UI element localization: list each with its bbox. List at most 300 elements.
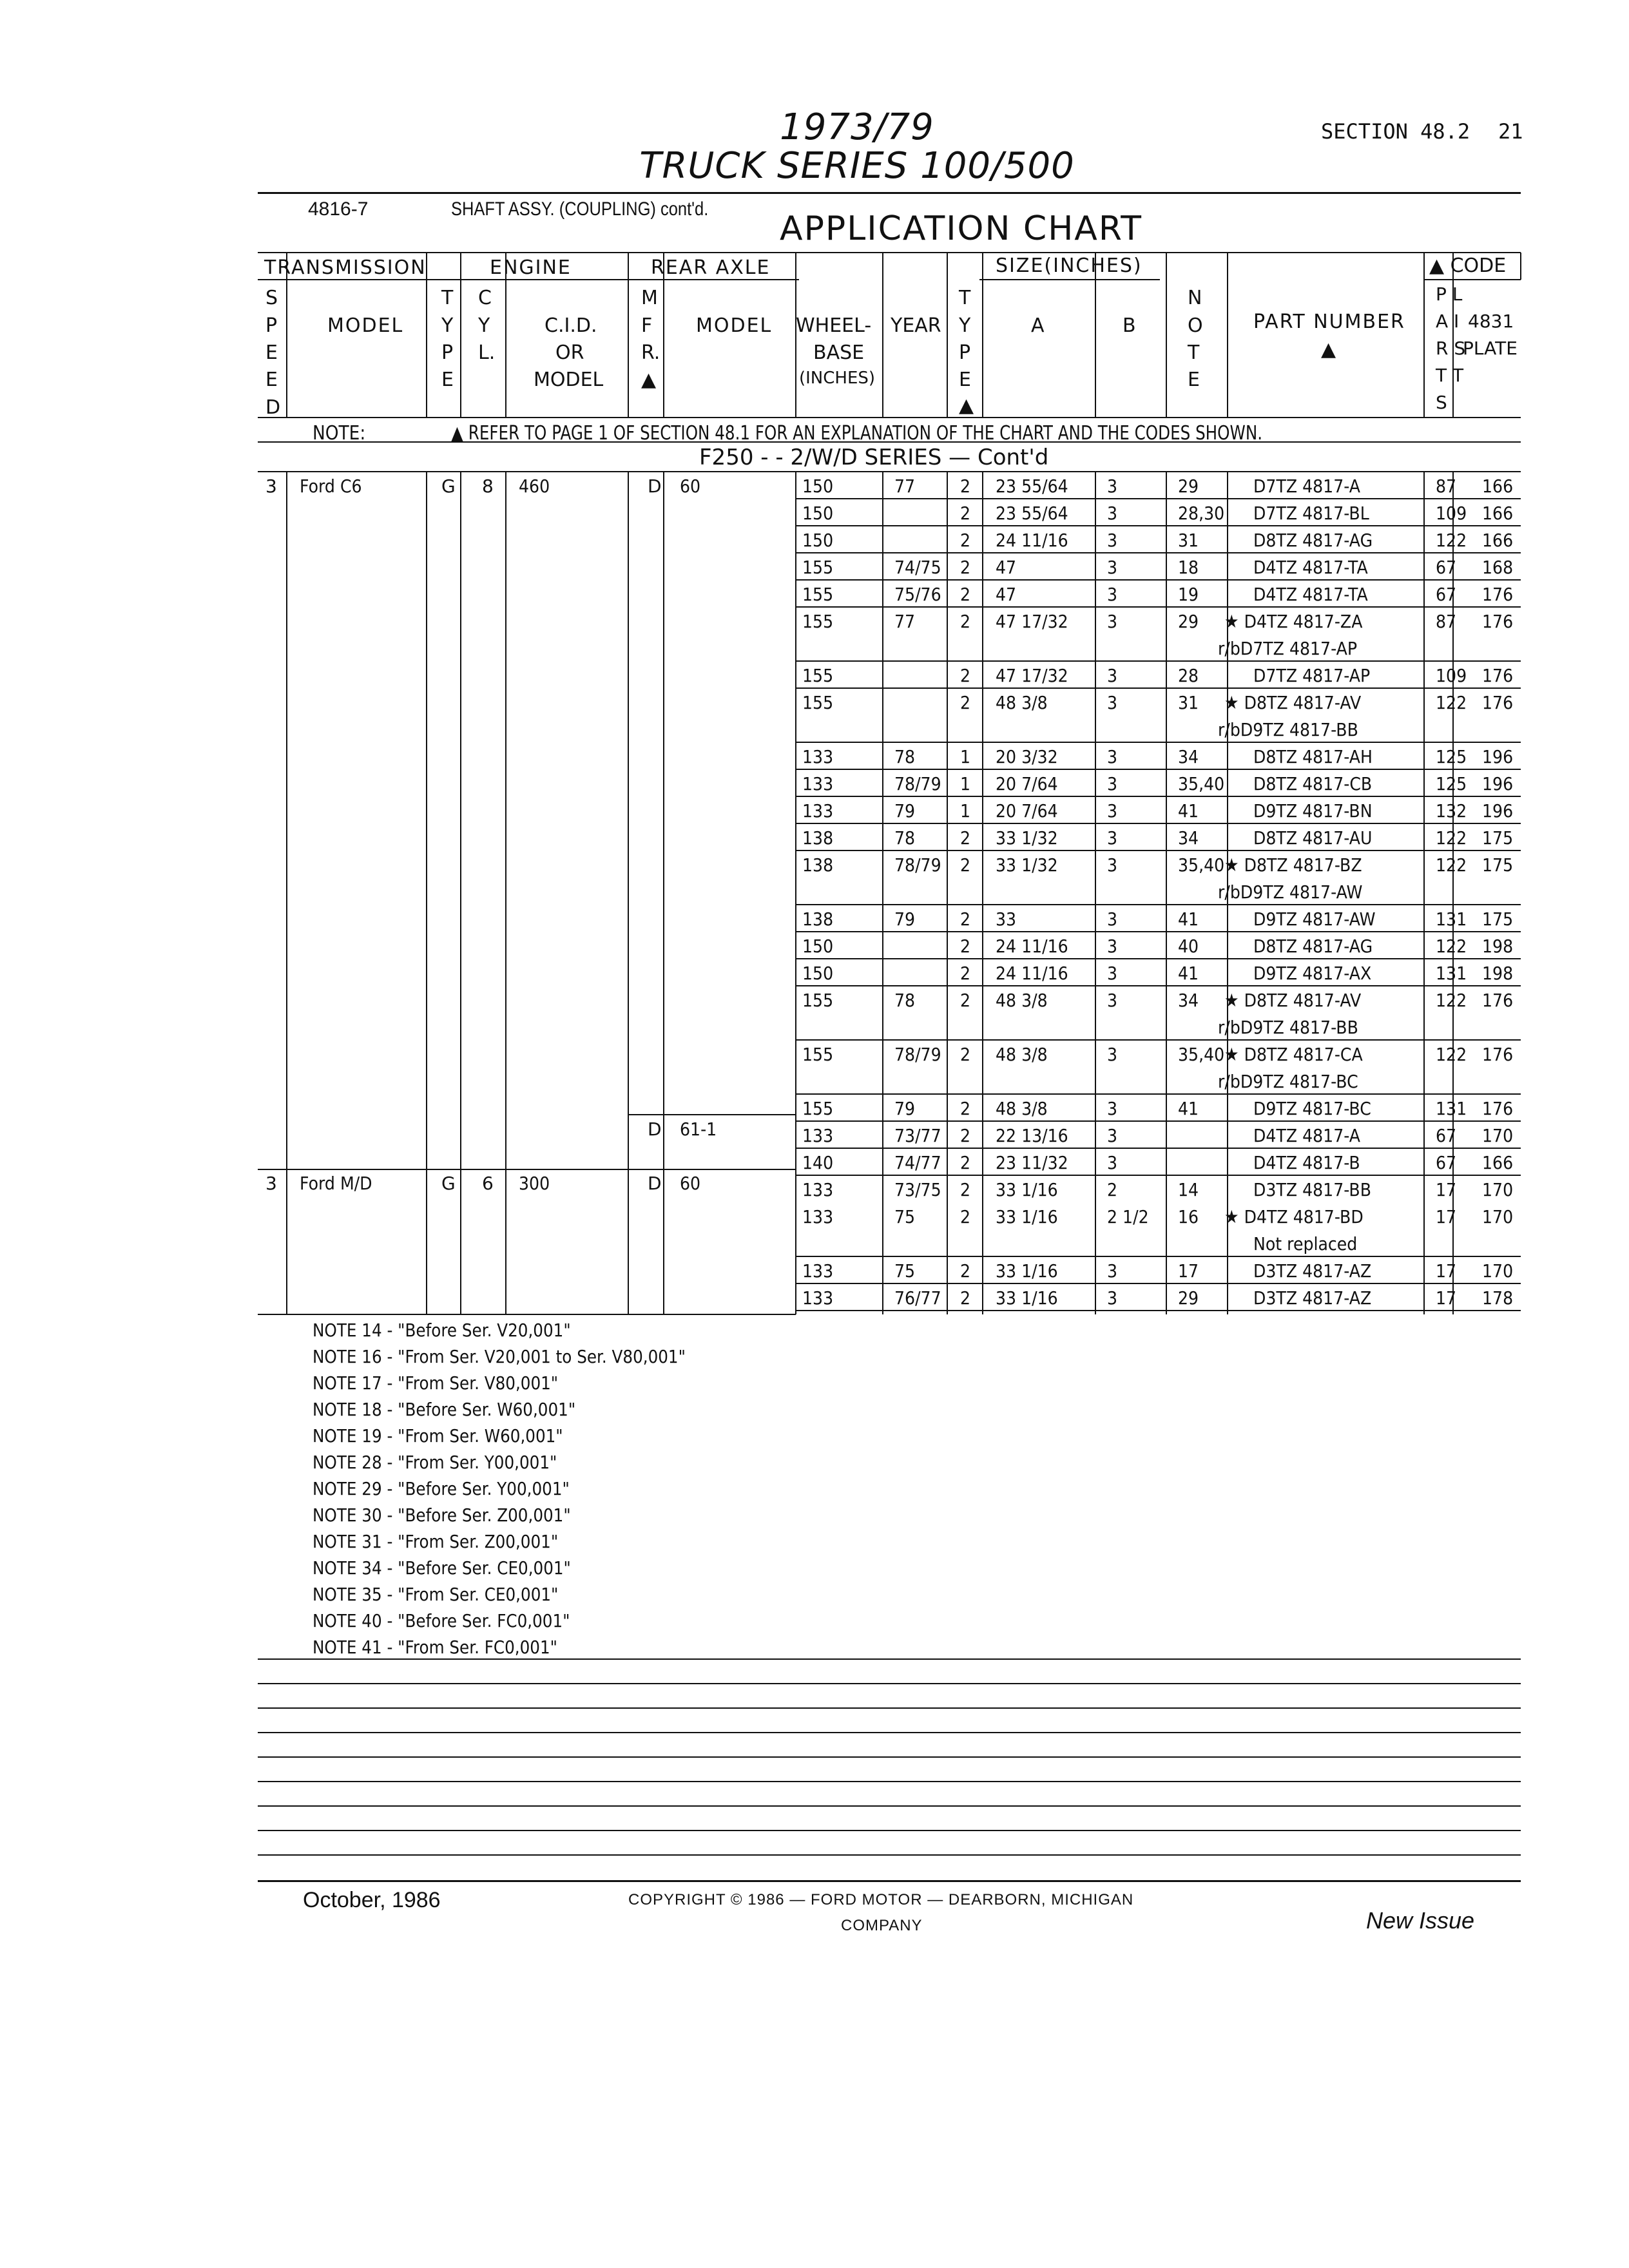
row-pa: 17	[1436, 1287, 1457, 1309]
row-type: 2	[960, 584, 971, 605]
row-part: D9TZ 4817-BN	[1253, 800, 1373, 822]
row-b: 3	[1107, 1152, 1118, 1173]
row-pa: 109	[1436, 665, 1467, 686]
row-pa: 17	[1436, 1179, 1457, 1200]
page-number: 21	[1498, 119, 1523, 144]
header-speed-s: S	[265, 287, 278, 309]
row-plate: 176	[1482, 1044, 1514, 1065]
row-wb: 150	[802, 476, 834, 497]
header-speed-e1: E	[265, 341, 278, 364]
row-wb: 133	[802, 746, 834, 767]
row-part: ★ D8TZ 4817-CA	[1224, 1044, 1363, 1065]
title-year-range: 1973/79	[780, 106, 934, 148]
group1-axle: 60	[680, 476, 701, 497]
row-note: 28,30	[1178, 503, 1225, 524]
row-year: 76/77	[894, 1287, 941, 1309]
row-plate: 196	[1482, 746, 1514, 767]
row-part: D7TZ 4817-AP	[1253, 665, 1371, 686]
group3-mfr: D	[648, 1173, 662, 1194]
row-a: 47	[996, 584, 1017, 605]
row-year: 74/75	[894, 557, 941, 578]
header-size-a: A	[1031, 314, 1045, 337]
row-a: 23 11/32	[996, 1152, 1068, 1173]
note-label: NOTE:	[313, 422, 366, 445]
row-year: 79	[894, 908, 916, 930]
row-a: 47 17/32	[996, 611, 1068, 632]
header-mfr-m: M	[641, 287, 658, 309]
note-explanation: ▲ REFER TO PAGE 1 OF SECTION 48.1 FOR AN EXPLANATION OF THE CHART AND THE CODES SHOWN.	[451, 422, 1263, 445]
footer-rule	[258, 1880, 1521, 1882]
row-part: D4TZ 4817-TA	[1253, 584, 1368, 605]
row-type: 2	[960, 1179, 971, 1200]
row-note: 35,40	[1178, 773, 1225, 794]
group3-axle: 60	[680, 1173, 701, 1194]
row-type: 1	[960, 773, 971, 794]
row-pa: 122	[1436, 530, 1467, 551]
header-part-number: PART NUMBER	[1253, 311, 1405, 333]
row-b: 3	[1107, 692, 1118, 713]
header-code: ▲ CODE	[1429, 255, 1507, 277]
row-a: 20 7/64	[996, 773, 1058, 794]
row-plate: 176	[1482, 665, 1514, 686]
row-type: 2	[960, 530, 971, 551]
row-b: 3	[1107, 530, 1118, 551]
row-type: 2	[960, 1098, 971, 1119]
group2-mfr: D	[648, 1119, 662, 1140]
row-pa: 131	[1436, 963, 1467, 984]
row-pa: 122	[1436, 1044, 1467, 1065]
note-item: NOTE 16 - "From Ser. V20,001 to Ser. V80,001"	[313, 1346, 686, 1367]
group3-cyl: 6	[482, 1173, 494, 1194]
row-year: 75	[894, 1260, 916, 1282]
row-b: 3	[1107, 503, 1118, 524]
row-b: 3	[1107, 800, 1118, 822]
row-wb: 155	[802, 1044, 834, 1065]
row-a: 48 3/8	[996, 1098, 1048, 1119]
row-note: 18	[1178, 557, 1199, 578]
group1-model: Ford C6	[300, 476, 362, 497]
row-a: 33	[996, 908, 1017, 930]
row-a: 33 1/32	[996, 854, 1058, 876]
row-type: 2	[960, 827, 971, 849]
row-a: 33 1/16	[996, 1287, 1058, 1309]
header-mfr-f: F	[641, 314, 653, 337]
header-cid-model: MODEL	[534, 369, 604, 391]
note-item: NOTE 31 - "From Ser. Z00,001"	[313, 1531, 559, 1552]
group1-cyl: 8	[482, 476, 494, 497]
header-engine: ENGINE	[490, 256, 572, 279]
row-year: 77	[894, 611, 916, 632]
row-year: 78	[894, 827, 916, 849]
row-replacement: r/bD7TZ 4817-AP	[1218, 638, 1358, 659]
row-part: D9TZ 4817-AW	[1253, 908, 1376, 930]
row-wb: 138	[802, 908, 834, 930]
header-speed-e2: E	[265, 369, 278, 391]
row-replacement: Not replaced	[1253, 1233, 1358, 1254]
row-wb: 133	[802, 800, 834, 822]
row-type: 2	[960, 1287, 971, 1309]
row-note: 41	[1178, 800, 1199, 822]
row-plate: 168	[1482, 557, 1514, 578]
header-cid-or: OR	[555, 341, 584, 364]
row-b: 3	[1107, 665, 1118, 686]
row-plate: 170	[1482, 1125, 1514, 1146]
group1-type: G	[441, 476, 456, 497]
row-part: D8TZ 4817-CB	[1253, 773, 1373, 794]
row-part: ★ D8TZ 4817-AV	[1224, 692, 1362, 713]
row-plate: 175	[1482, 854, 1514, 876]
row-pa: 122	[1436, 827, 1467, 849]
group1-mfr: D	[648, 476, 662, 497]
header-plate-tt: T T	[1436, 365, 1464, 386]
row-year: 79	[894, 800, 916, 822]
part-group-number: 4816-7	[308, 198, 369, 220]
group2-axle: 61-1	[680, 1119, 717, 1140]
header-type2-e: E	[959, 369, 971, 391]
row-type: 1	[960, 800, 971, 822]
row-a: 24 11/16	[996, 530, 1068, 551]
row-a: 20 7/64	[996, 800, 1058, 822]
row-wb: 155	[802, 990, 834, 1011]
row-wb: 150	[802, 963, 834, 984]
row-replacement: r/bD9TZ 4817-AW	[1218, 881, 1363, 903]
header-plate-word: PLATE	[1463, 338, 1518, 359]
note-item: NOTE 29 - "Before Ser. Y00,001"	[313, 1478, 570, 1499]
row-a: 48 3/8	[996, 990, 1048, 1011]
row-type: 2	[960, 1206, 971, 1227]
header-trans-model: MODEL	[327, 314, 404, 337]
row-part: D3TZ 4817-BB	[1253, 1179, 1372, 1200]
row-a: 48 3/8	[996, 692, 1048, 713]
row-b: 3	[1107, 773, 1118, 794]
row-plate: 198	[1482, 936, 1514, 957]
note-item: NOTE 28 - "From Ser. Y00,001"	[313, 1452, 557, 1473]
row-pa: 67	[1436, 1125, 1457, 1146]
row-pa: 87	[1436, 476, 1457, 497]
row-note: 29	[1178, 611, 1199, 632]
row-note: 19	[1178, 584, 1199, 605]
note-item: NOTE 35 - "From Ser. CE0,001"	[313, 1584, 559, 1605]
row-plate: 176	[1482, 611, 1514, 632]
row-plate: 176	[1482, 990, 1514, 1011]
row-b: 3	[1107, 1098, 1118, 1119]
row-year: 78	[894, 746, 916, 767]
header-size-b: B	[1123, 314, 1136, 337]
row-type: 2	[960, 1125, 971, 1146]
row-plate: 175	[1482, 827, 1514, 849]
row-type: 2	[960, 503, 971, 524]
header-mfr-triangle: ▲	[641, 369, 657, 391]
row-part: D7TZ 4817-BL	[1253, 503, 1369, 524]
row-b: 2	[1107, 1179, 1118, 1200]
row-b: 3	[1107, 1260, 1118, 1282]
row-year: 73/75	[894, 1179, 941, 1200]
row-year: 78/79	[894, 854, 941, 876]
row-note: 40	[1178, 936, 1199, 957]
row-b: 2 1/2	[1107, 1206, 1149, 1227]
row-a: 23 55/64	[996, 503, 1068, 524]
row-note: 34	[1178, 746, 1199, 767]
group3-cid: 300	[519, 1173, 550, 1194]
row-part: D9TZ 4817-BC	[1253, 1098, 1371, 1119]
note-item: NOTE 34 - "Before Ser. CE0,001"	[313, 1557, 571, 1579]
row-type: 2	[960, 692, 971, 713]
row-b: 3	[1107, 1125, 1118, 1146]
series-label: F250 - - 2/W/D SERIES — Cont'd	[699, 445, 1049, 470]
header-type-t: T	[441, 287, 454, 309]
header-axle-model: MODEL	[696, 314, 773, 337]
header-cid: C.I.D.	[545, 314, 597, 337]
row-part: ★ D8TZ 4817-BZ	[1224, 854, 1362, 876]
header-wheelbase: WHEEL-	[796, 314, 872, 337]
row-wb: 140	[802, 1152, 834, 1173]
row-plate: 178	[1482, 1287, 1514, 1309]
header-part-number-triangle: ▲	[1321, 338, 1336, 361]
row-pa: 122	[1436, 936, 1467, 957]
row-part: ★ D8TZ 4817-AV	[1224, 990, 1362, 1011]
row-pa: 131	[1436, 1098, 1467, 1119]
row-pa: 67	[1436, 584, 1457, 605]
row-year: 73/77	[894, 1125, 941, 1146]
row-part: D4TZ 4817-TA	[1253, 557, 1368, 578]
row-plate: 176	[1482, 1098, 1514, 1119]
row-wb: 150	[802, 503, 834, 524]
row-a: 33 1/32	[996, 827, 1058, 849]
header-type2-p: P	[959, 341, 971, 364]
row-plate: 176	[1482, 692, 1514, 713]
header-note-t: T	[1188, 341, 1200, 364]
header-cyl-y: Y	[478, 314, 490, 337]
row-plate: 198	[1482, 963, 1514, 984]
row-a: 47	[996, 557, 1017, 578]
row-note: 14	[1178, 1179, 1199, 1200]
row-wb: 138	[802, 827, 834, 849]
part-description: SHAFT ASSY. (COUPLING) cont'd.	[451, 198, 709, 220]
footer-date: October, 1986	[303, 1888, 441, 1912]
header-plate-pl: P L	[1436, 284, 1463, 305]
row-type: 2	[960, 936, 971, 957]
header-type2-triangle: ▲	[959, 394, 974, 417]
row-part: D4TZ 4817-B	[1253, 1152, 1360, 1173]
row-b: 3	[1107, 557, 1118, 578]
row-wb: 133	[802, 1287, 834, 1309]
row-pa: 122	[1436, 854, 1467, 876]
row-plate: 166	[1482, 530, 1514, 551]
row-plate: 166	[1482, 503, 1514, 524]
row-b: 3	[1107, 936, 1118, 957]
row-note: 16	[1178, 1206, 1199, 1227]
row-pa: 125	[1436, 746, 1467, 767]
header-type-e: E	[441, 369, 454, 391]
group3-type: G	[441, 1173, 456, 1194]
header-cyl-l: L.	[478, 341, 496, 364]
header-type-p: P	[441, 341, 454, 364]
row-note: 31	[1178, 530, 1199, 551]
row-note: 34	[1178, 990, 1199, 1011]
row-wb: 155	[802, 584, 834, 605]
row-replacement: r/bD9TZ 4817-BB	[1218, 719, 1358, 740]
row-plate: 175	[1482, 908, 1514, 930]
row-replacement: r/bD9TZ 4817-BC	[1218, 1071, 1358, 1092]
row-plate: 166	[1482, 476, 1514, 497]
row-a: 33 1/16	[996, 1206, 1058, 1227]
row-year: 78/79	[894, 1044, 941, 1065]
row-a: 22 13/16	[996, 1125, 1068, 1146]
group3-speed: 3	[265, 1173, 277, 1194]
group3-model: Ford M/D	[300, 1173, 372, 1194]
row-a: 23 55/64	[996, 476, 1068, 497]
row-a: 24 11/16	[996, 936, 1068, 957]
row-part: D8TZ 4817-AG	[1253, 530, 1373, 551]
row-note: 28	[1178, 665, 1199, 686]
section-label: SECTION 48.2	[1321, 119, 1470, 144]
row-part: D8TZ 4817-AH	[1253, 746, 1373, 767]
group1-speed: 3	[265, 476, 277, 497]
row-type: 2	[960, 1152, 971, 1173]
footer-copyright: COPYRIGHT © 1986 — FORD MOTOR — DEARBORN, MICHIGAN	[628, 1891, 1134, 1908]
row-note: 41	[1178, 908, 1199, 930]
header-transmission: TRANSMISSION	[264, 256, 427, 279]
header-wheelbase-inches: (INCHES)	[799, 369, 876, 388]
row-part: ★ D4TZ 4817-BD	[1224, 1206, 1364, 1227]
row-note: 41	[1178, 963, 1199, 984]
header-plate-ai: A I	[1436, 311, 1460, 332]
row-wb: 133	[802, 1206, 834, 1227]
row-b: 3	[1107, 990, 1118, 1011]
row-a: 47 17/32	[996, 665, 1068, 686]
row-year: 75/76	[894, 584, 941, 605]
row-a: 20 3/32	[996, 746, 1058, 767]
row-type: 2	[960, 557, 971, 578]
row-wb: 133	[802, 773, 834, 794]
row-part: D7TZ 4817-A	[1253, 476, 1361, 497]
row-plate: 170	[1482, 1179, 1514, 1200]
row-type: 2	[960, 908, 971, 930]
row-plate: 170	[1482, 1206, 1514, 1227]
row-plate: 176	[1482, 584, 1514, 605]
header-mfr-r: R.	[641, 341, 660, 364]
row-type: 2	[960, 963, 971, 984]
row-wb: 138	[802, 854, 834, 876]
row-wb: 133	[802, 1179, 834, 1200]
note-item: NOTE 41 - "From Ser. FC0,001"	[313, 1637, 557, 1658]
row-b: 3	[1107, 963, 1118, 984]
row-note: 17	[1178, 1260, 1199, 1282]
note-item: NOTE 19 - "From Ser. W60,001"	[313, 1425, 563, 1446]
row-a: 48 3/8	[996, 1044, 1048, 1065]
row-type: 2	[960, 990, 971, 1011]
row-note: 34	[1178, 827, 1199, 849]
note-item: NOTE 14 - "Before Ser. V20,001"	[313, 1320, 571, 1341]
header-cyl-c: C	[478, 287, 492, 309]
row-pa: 122	[1436, 692, 1467, 713]
row-part: D9TZ 4817-AX	[1253, 963, 1372, 984]
row-pa: 67	[1436, 557, 1457, 578]
row-wb: 155	[802, 692, 834, 713]
row-pa: 132	[1436, 800, 1467, 822]
row-plate: 196	[1482, 800, 1514, 822]
row-wb: 155	[802, 557, 834, 578]
row-type: 2	[960, 665, 971, 686]
row-b: 3	[1107, 908, 1118, 930]
row-b: 3	[1107, 827, 1118, 849]
header-plate-s: S	[1436, 392, 1447, 413]
row-wb: 150	[802, 936, 834, 957]
row-b: 3	[1107, 476, 1118, 497]
row-a: 33 1/16	[996, 1179, 1058, 1200]
row-b: 3	[1107, 584, 1118, 605]
title-truck-series: TRUCK SERIES 100/500	[639, 145, 1075, 187]
row-pa: 122	[1436, 990, 1467, 1011]
row-b: 3	[1107, 611, 1118, 632]
row-year: 78/79	[894, 773, 941, 794]
row-b: 3	[1107, 1287, 1118, 1309]
row-note: 35,40	[1178, 854, 1225, 876]
footer-issue: New Issue	[1366, 1907, 1475, 1934]
row-wb: 150	[802, 530, 834, 551]
row-pa: 125	[1436, 773, 1467, 794]
header-note-e: E	[1188, 369, 1200, 391]
row-type: 1	[960, 746, 971, 767]
row-note: 29	[1178, 1287, 1199, 1309]
row-part: D3TZ 4817-AZ	[1253, 1287, 1372, 1309]
row-note: 31	[1178, 692, 1199, 713]
note-item: NOTE 40 - "Before Ser. FC0,001"	[313, 1610, 570, 1631]
header-wheelbase-base: BASE	[813, 341, 865, 364]
row-plate: 196	[1482, 773, 1514, 794]
row-pa: 17	[1436, 1260, 1457, 1282]
row-a: 33 1/16	[996, 1260, 1058, 1282]
row-note: 29	[1178, 476, 1199, 497]
header-note-n: N	[1188, 287, 1202, 309]
row-pa: 17	[1436, 1206, 1457, 1227]
row-type: 2	[960, 1260, 971, 1282]
row-b: 3	[1107, 746, 1118, 767]
row-wb: 155	[802, 611, 834, 632]
header-type2-t: T	[959, 287, 971, 309]
row-pa: 109	[1436, 503, 1467, 524]
row-b: 3	[1107, 854, 1118, 876]
header-size: SIZE(INCHES)	[996, 255, 1142, 277]
row-pa: 67	[1436, 1152, 1457, 1173]
row-b: 3	[1107, 1044, 1118, 1065]
row-type: 2	[960, 476, 971, 497]
row-year: 78	[894, 990, 916, 1011]
header-year: YEAR	[891, 314, 941, 337]
header-type2-y: Y	[959, 314, 971, 337]
note-item: NOTE 30 - "Before Ser. Z00,001"	[313, 1504, 571, 1526]
note-item: NOTE 18 - "Before Ser. W60,001"	[313, 1399, 576, 1420]
footer-company: COMPANY	[841, 1917, 923, 1934]
row-year: 75	[894, 1206, 916, 1227]
row-type: 2	[960, 1044, 971, 1065]
row-pa: 87	[1436, 611, 1457, 632]
header-type-y: Y	[441, 314, 454, 337]
row-type: 2	[960, 611, 971, 632]
row-part: D8TZ 4817-AG	[1253, 936, 1373, 957]
row-note: 41	[1178, 1098, 1199, 1119]
row-year: 79	[894, 1098, 916, 1119]
row-wb: 155	[802, 1098, 834, 1119]
row-part: D3TZ 4817-AZ	[1253, 1260, 1372, 1282]
header-rear-axle: REAR AXLE	[651, 256, 771, 279]
row-replacement: r/bD9TZ 4817-BB	[1218, 1017, 1358, 1038]
row-pa: 131	[1436, 908, 1467, 930]
row-note: 35,40	[1178, 1044, 1225, 1065]
row-wb: 133	[802, 1260, 834, 1282]
row-type: 2	[960, 854, 971, 876]
row-part: ★ D4TZ 4817-ZA	[1224, 611, 1363, 632]
